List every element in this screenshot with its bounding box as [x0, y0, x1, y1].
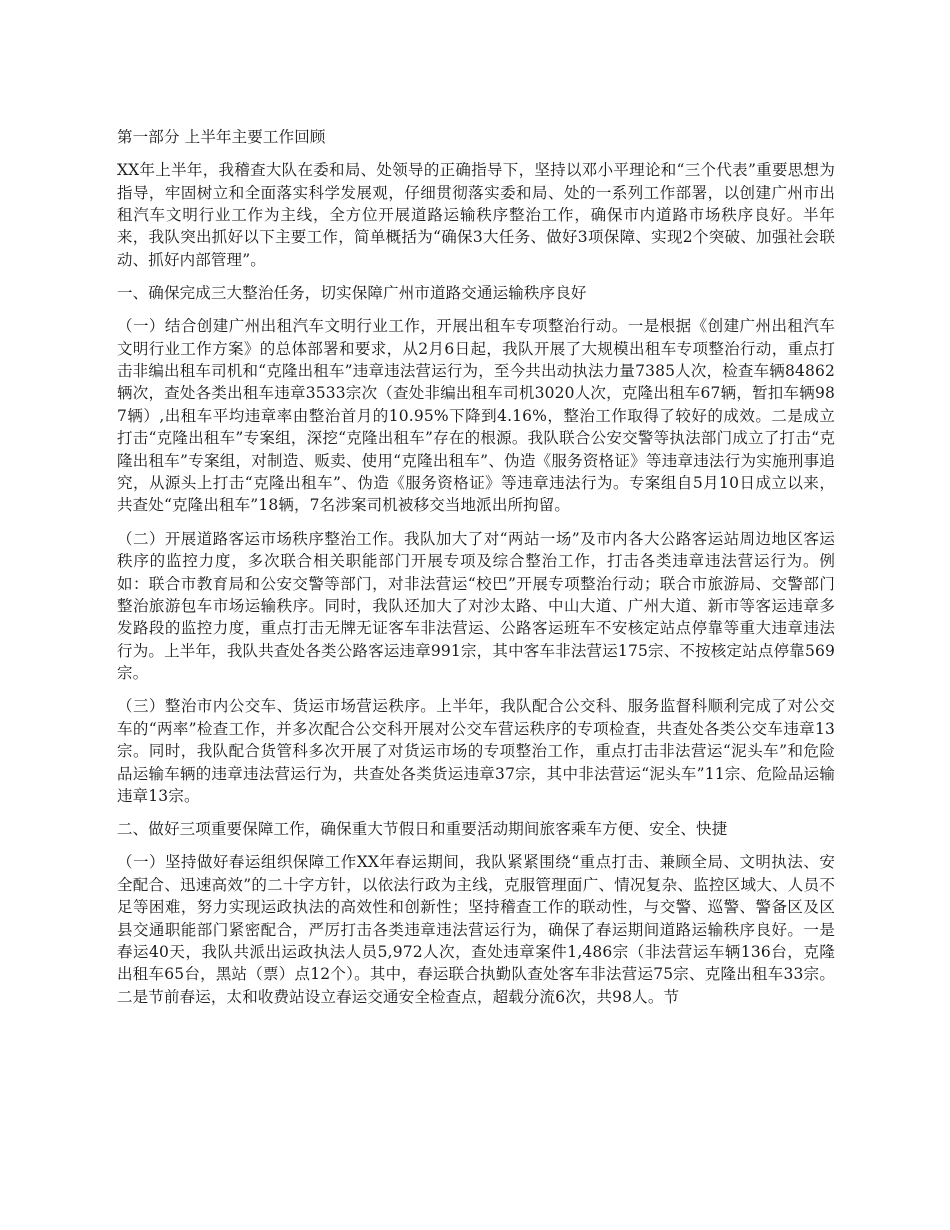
part-title: 第一部分 上半年主要工作回顾 [117, 128, 326, 146]
intro-paragraph: XX年上半年，我稽查大队在委和局、处领导的正确指导下，坚持以邓小平理论和“三个代表”重要思想为指导，牢固树立和全面落实科学发展观，仔细贯彻落实委和局、处的一系列工作部署，以创建广州市出租汽车文明行业工作为主线，全方位开展道路运输秩序整治工作，确保市内道路市场秩序良好。半年来，我队突出抓好以下主要工作，简单概括为“确保3大任务、做好3项保障、实现2个突破、加强社会联动、抓好内部管理”。 [117, 161, 835, 269]
section-1-heading: 一、确保完成三大整治任务，切实保障广州市道路交通运输秩序良好 [117, 284, 587, 303]
section-1-paragraph-3: （三）整治市内公交车、货运市场营运秩序。上半年，我队配合公交科、服务监督科顺利完成了对公交车的“两率”检查工作，并多次配合公交科开展对公交车营运秩序的专项检查，共查处各类公交车违章13宗。同时，我队配合货管科多次开展了对货运市场的专项整治工作，重点打击非法营运“泥头车”和危险品运输车辆的违章违法营运行为，共查处各类货运违章37宗，其中非法营运“泥头车”11宗、危险品运输违章13宗。 [117, 697, 835, 805]
section-2-heading: 二、做好三项重要保障工作，确保重大节假日和重要活动期间旅客乘车方便、安全、快捷 [117, 820, 728, 839]
document-page [117, 126, 835, 1019]
section-1-paragraph-1: （一）结合创建广州出租汽车文明行业工作，开展出租车专项整治行动。一是根据《创建广州出租汽车文明行业工作方案》的总体部署和要求，从2月6日起，我队开展了大规模出租车专项整治行动，重点打击非编出租车司机和“克隆出租车”违章违法营运行为，至今共出动执法力量7385人次，检查车辆84862辆次，查处各类出租车违章3533宗次（查处非编出租车司机3020人次，克隆出租车67辆，暂扣车辆987辆）,出租车平均违章率由整治首月的10.95%下降到4.16%，整治工作取得了较好的成效。二是成立打击“克隆出租车”专案组，深挖“克隆出租车”存在的根源。我队联合公安交警等执法部门成立了打击“克隆出租车”专案组，对制造、贩卖、使用“克隆出租车”、伪造《服务资格证》等违章违法行为实施刑事追究，从源头上打击“克隆出租车”、伪造《服务资格证》等违章违法行为。专案组自5月10日成立以来，共查处“克隆出租车”18辆，7名涉案司机被移交当地派出所拘留。 [117, 317, 835, 515]
section-2-paragraph-1: （一）坚持做好春运组织保障工作XX年春运期间，我队紧紧围绕“重点打击、兼顾全局、文明执法、安全配合、迅速高效”的二十字方针，以依法行政为主线，克服管理面广、情况复杂、监控区域大、人员不足等困难，努力实现运政执法的高效性和创新性；坚持稽查工作的联动性，与交警、巡警、警备区及区县交通职能部门紧密配合，严厉打击各类违章违法营运行为，确保了春运期间道路运输秩序良好。一是春运40天，我队共派出运政执法人员5,972人次，查处违章案件1,486宗（非法营运车辆136台，克隆出租车65台，黑站（票）点12个）。其中，春运联合执勤队查处客车非法营运75宗、克隆出租车33宗。二是节前春运，太和收费站设立春运交通安全检查点，超载分流6次，共98人。节 [117, 853, 835, 1006]
section-1-paragraph-2: （二）开展道路客运市场秩序整治工作。我队加大了对“两站一场”及市内各大公路客运站周边地区客运秩序的监控力度，多次联合相关职能部门开展专项及综合整治工作，打击各类违章违法营运行为。例如：联合市教育局和公安交警等部门，对非法营运“校巴”开展专项整治行动；联合市旅游局、交警部门整治旅游包车市场运输秩序。同时，我队还加大了对沙太路、中山大道、广州大道、新市等客运违章多发路段的监控力度，重点打击无牌无证客车非法营运、公路客运班车不安核定站点停靠等重大违章违法行为。上半年，我队共查处各类公路客运违章991宗，其中客车非法营运175宗、不按核定站点停靠569宗。 [117, 529, 835, 683]
